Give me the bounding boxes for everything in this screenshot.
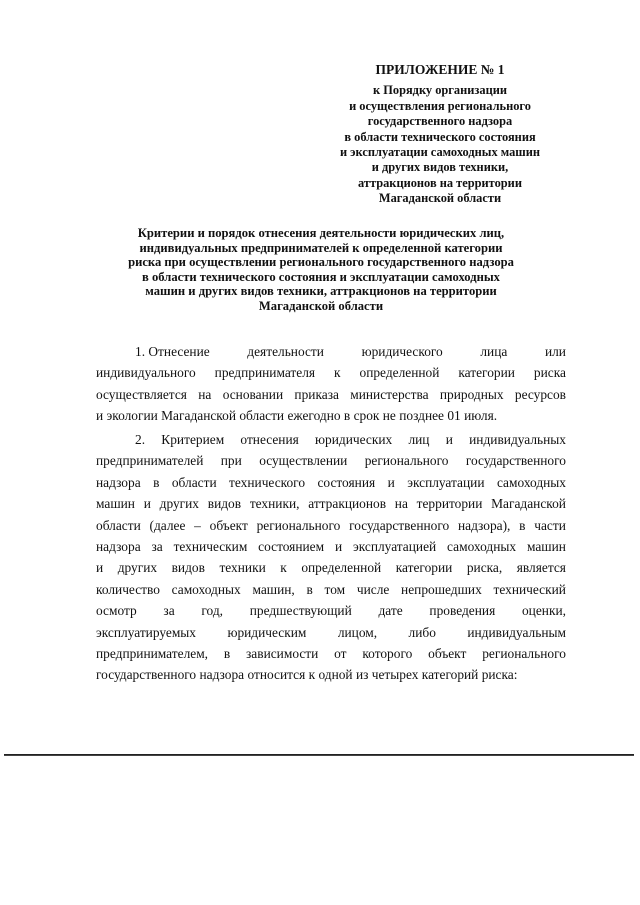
text-segment: Критерием bbox=[161, 432, 225, 447]
text-segment: в bbox=[519, 517, 526, 533]
text-segment: самоходных bbox=[496, 474, 566, 490]
text-segment: государственного надзора относится к одной из четырех категорий риска: bbox=[96, 667, 518, 683]
paragraph-line bbox=[96, 341, 566, 362]
appendix-line: Магаданской области bbox=[378, 191, 502, 206]
text-segment: надзора), bbox=[457, 517, 511, 533]
text-segment: лиц bbox=[408, 432, 430, 447]
text-segment: – bbox=[194, 517, 201, 533]
text-segment: деятельности bbox=[247, 344, 324, 359]
text-segment: осуществляется bbox=[96, 386, 187, 402]
paragraph-line bbox=[96, 579, 566, 600]
text-segment: том bbox=[324, 581, 346, 597]
text-segment: Магаданской bbox=[491, 496, 566, 512]
appendix-line: государственного надзора bbox=[367, 114, 513, 129]
appendix-header bbox=[300, 62, 580, 207]
text-segment: определенной bbox=[359, 365, 440, 381]
text-segment: осмотр bbox=[96, 603, 137, 619]
paragraph-line bbox=[96, 493, 566, 514]
text-segment: других bbox=[159, 496, 200, 512]
text-segment: 1. Отнесение bbox=[135, 344, 210, 359]
text-segment: части bbox=[534, 517, 566, 533]
text-segment: при bbox=[220, 453, 242, 469]
title-line: Критерии и порядок отнесения деятельности юридических лиц, bbox=[137, 226, 505, 240]
paragraph-line bbox=[96, 643, 566, 664]
text-segment: проведения bbox=[429, 603, 496, 619]
text-segment: объект bbox=[209, 517, 248, 533]
text-segment: регионального bbox=[482, 646, 566, 662]
text-segment: технического bbox=[229, 474, 306, 490]
paragraph-line bbox=[96, 515, 566, 536]
text-segment: машин, bbox=[252, 581, 295, 597]
text-segment: аттракционов bbox=[308, 496, 387, 512]
paragraph-line bbox=[96, 600, 566, 621]
text-segment: от bbox=[334, 646, 347, 662]
text-segment: самоходных bbox=[171, 581, 241, 597]
text-segment: области bbox=[171, 474, 217, 490]
text-segment: и bbox=[334, 539, 343, 555]
text-segment: либо bbox=[408, 624, 436, 640]
document-title bbox=[96, 226, 546, 314]
text-segment: категории bbox=[395, 560, 453, 576]
text-segment: (далее bbox=[149, 517, 186, 533]
paragraph-2 bbox=[96, 429, 566, 686]
text-segment: регионального bbox=[256, 517, 341, 533]
appendix-line: и эксплуатации самоходных машин bbox=[339, 145, 541, 160]
paragraph-line bbox=[96, 557, 566, 578]
text-segment: приказа bbox=[294, 386, 339, 402]
paragraph-1 bbox=[96, 341, 566, 427]
text-segment: предпринимателей bbox=[96, 453, 204, 469]
text-segment: эксплуатируемых bbox=[96, 624, 196, 640]
text-segment: надзора bbox=[96, 539, 141, 555]
title-line: индивидуальных предпринимателей к определенной категории bbox=[139, 240, 503, 255]
text-segment: категории bbox=[458, 365, 515, 381]
text-segment: риска, bbox=[466, 560, 503, 576]
text-segment: регионального bbox=[364, 453, 449, 469]
text-segment: которого bbox=[362, 646, 413, 662]
text-segment: осуществлении bbox=[259, 453, 348, 469]
paragraph-line bbox=[96, 664, 566, 685]
text-segment: индивидуальным bbox=[467, 624, 566, 640]
text-segment: эксплуатации bbox=[407, 474, 485, 490]
paragraph-line bbox=[96, 472, 566, 493]
text-segment: государственного bbox=[349, 517, 450, 533]
text-segment: юридическим bbox=[227, 624, 307, 640]
text-segment: определенной bbox=[301, 560, 382, 576]
text-segment: год, bbox=[201, 603, 223, 619]
text-segment: в bbox=[153, 474, 160, 490]
text-segment: за bbox=[163, 603, 175, 619]
text-segment: предпринимателем, bbox=[96, 646, 209, 662]
text-segment: на bbox=[198, 386, 212, 402]
text-segment: дате bbox=[378, 603, 403, 619]
text-segment: является bbox=[516, 560, 566, 576]
text-segment: техническим bbox=[173, 539, 248, 555]
text-segment: зависимости bbox=[246, 646, 319, 662]
text-segment: и bbox=[387, 474, 395, 490]
text-segment: состояния bbox=[317, 474, 376, 490]
text-segment: видов bbox=[207, 496, 242, 512]
text-segment: видов bbox=[171, 560, 205, 576]
paragraph-line bbox=[96, 450, 566, 471]
text-segment: и bbox=[445, 432, 453, 447]
text-segment: природных bbox=[439, 386, 504, 402]
text-segment: или bbox=[544, 344, 566, 359]
text-segment: основании bbox=[222, 386, 284, 402]
text-segment: объект bbox=[428, 646, 467, 662]
text-segment: машин bbox=[526, 539, 566, 555]
title-line: в области технического состояния и эксплуатации самоходных bbox=[142, 269, 500, 284]
text-segment: индивидуальных bbox=[469, 432, 566, 447]
text-segment: оценки, bbox=[521, 603, 566, 619]
text-segment: отнесения bbox=[240, 432, 299, 447]
text-segment: других bbox=[117, 560, 158, 576]
title-line: Магаданской области bbox=[258, 298, 384, 313]
text-segment: лицом, bbox=[337, 624, 378, 640]
text-segment: государственного bbox=[465, 453, 566, 469]
text-segment: машин bbox=[96, 496, 135, 512]
text-segment: состоянием bbox=[258, 539, 325, 555]
title-line: машин и других видов техники, аттракционов на территории bbox=[145, 284, 497, 299]
text-segment: и bbox=[143, 496, 151, 512]
text-segment: риска bbox=[533, 365, 566, 381]
text-segment: юридического bbox=[361, 344, 443, 359]
text-segment: территории bbox=[416, 496, 483, 512]
text-segment: 2. bbox=[135, 432, 146, 447]
text-segment: в bbox=[306, 581, 313, 597]
appendix-line: в области технического состояния bbox=[344, 129, 536, 144]
paragraph-line bbox=[96, 622, 566, 643]
text-segment: юридических bbox=[315, 432, 393, 447]
text-segment: числе bbox=[356, 581, 390, 597]
text-segment: предшествующий bbox=[249, 603, 352, 619]
paragraph-line bbox=[96, 429, 566, 450]
paragraph-line bbox=[96, 536, 566, 557]
text-segment: лица bbox=[480, 344, 508, 359]
text-segment: и bbox=[96, 560, 104, 576]
text-segment: министерства bbox=[350, 386, 429, 402]
text-segment: количество bbox=[96, 581, 160, 597]
text-segment: эксплуатацией bbox=[352, 539, 437, 555]
text-segment: техники bbox=[219, 560, 266, 576]
text-segment: индивидуального bbox=[96, 365, 196, 381]
text-segment: технический bbox=[493, 581, 566, 597]
text-segment: самоходных bbox=[447, 539, 517, 555]
text-segment: за bbox=[151, 539, 163, 555]
paragraph-line bbox=[96, 362, 566, 383]
text-segment: техники, bbox=[249, 496, 300, 512]
paragraph-line bbox=[96, 384, 566, 405]
text-segment: в bbox=[223, 646, 231, 662]
appendix-heading: ПРИЛОЖЕНИЕ № 1 bbox=[375, 62, 505, 77]
text-segment: к bbox=[280, 560, 287, 576]
text-segment: предпринимателя bbox=[214, 365, 316, 381]
text-segment: к bbox=[334, 365, 341, 381]
text-segment: области bbox=[96, 517, 141, 533]
text-segment: непрошедших bbox=[401, 581, 482, 597]
appendix-line: аттракционов на территории bbox=[358, 175, 522, 190]
paragraph-line bbox=[96, 405, 566, 426]
appendix-line: и осуществления регионального bbox=[349, 98, 531, 113]
text-segment: ресурсов bbox=[514, 386, 566, 402]
page-bottom-rule bbox=[4, 754, 634, 756]
text-segment: и экологии Магаданской области ежегодно в срок не позднее 01 июля. bbox=[96, 408, 498, 424]
title-line: риска при осуществлении регионального государственного надзора bbox=[128, 255, 514, 270]
text-segment: надзора bbox=[96, 474, 141, 490]
text-segment: на bbox=[394, 496, 408, 512]
appendix-line: и других видов техники, bbox=[371, 160, 509, 175]
appendix-line: к Порядку организации bbox=[373, 83, 507, 98]
